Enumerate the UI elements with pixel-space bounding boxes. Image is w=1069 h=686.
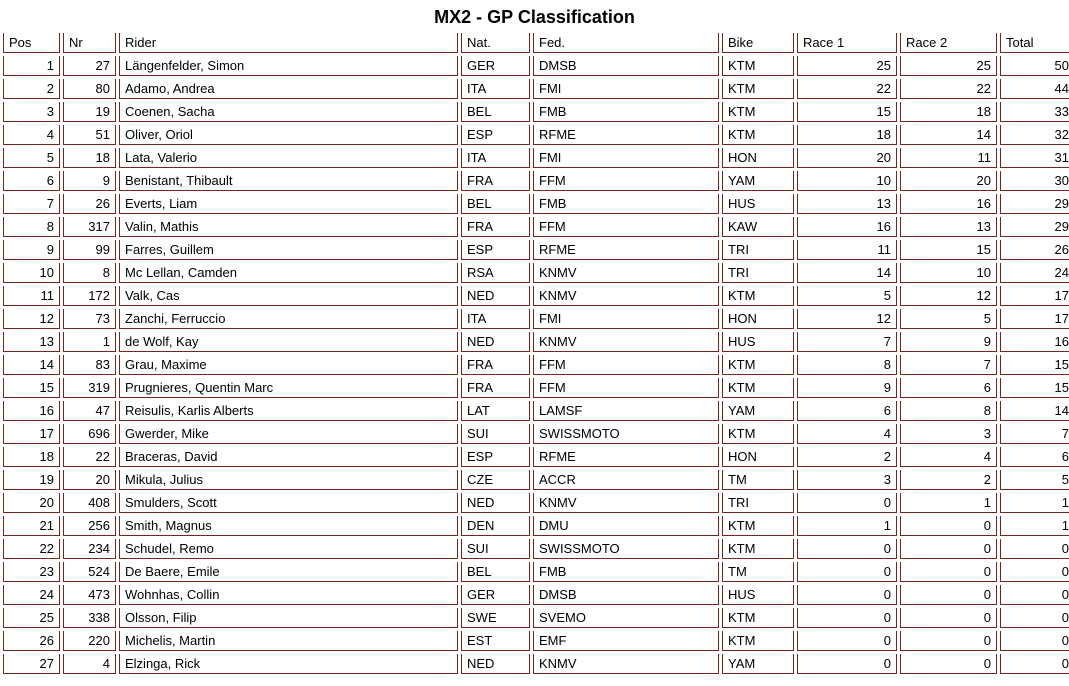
cell-bike: TRI	[722, 240, 794, 260]
cell-total: 0	[1000, 608, 1069, 628]
classification-table	[0, 30, 1069, 677]
cell-fed: RFME	[533, 240, 719, 260]
cell-nr: 1	[63, 332, 116, 352]
cell-bike: TM	[722, 562, 794, 582]
cell-race2: 2	[900, 470, 997, 490]
table-row	[3, 240, 1069, 260]
cell-race2: 7	[900, 355, 997, 375]
column-header-total: Total	[1000, 33, 1069, 53]
cell-rider: Oliver, Oriol	[119, 125, 458, 145]
cell-total: 0	[1000, 631, 1069, 651]
cell-rider: Smulders, Scott	[119, 493, 458, 513]
cell-bike: KTM	[722, 516, 794, 536]
cell-nat: GER	[461, 585, 530, 605]
cell-fed: FFM	[533, 171, 719, 191]
cell-bike: HON	[722, 309, 794, 329]
column-header-nr: Nr	[63, 33, 116, 53]
cell-race1: 0	[797, 562, 897, 582]
cell-total: 33	[1000, 102, 1069, 122]
cell-rider: Michelis, Martin	[119, 631, 458, 651]
cell-race2: 0	[900, 539, 997, 559]
cell-bike: HON	[722, 447, 794, 467]
cell-total: 26	[1000, 240, 1069, 260]
cell-fed: SWISSMOTO	[533, 424, 719, 444]
cell-fed: KNMV	[533, 332, 719, 352]
cell-nat: GER	[461, 56, 530, 76]
cell-rider: Mc Lellan, Camden	[119, 263, 458, 283]
cell-total: 29	[1000, 217, 1069, 237]
cell-nat: ITA	[461, 148, 530, 168]
cell-race2: 0	[900, 654, 997, 674]
cell-fed: FFM	[533, 378, 719, 398]
cell-nr: 319	[63, 378, 116, 398]
table-row	[3, 194, 1069, 214]
cell-nr: 83	[63, 355, 116, 375]
cell-fed: SWISSMOTO	[533, 539, 719, 559]
cell-rider: Braceras, David	[119, 447, 458, 467]
cell-pos: 2	[3, 79, 60, 99]
cell-race1: 13	[797, 194, 897, 214]
cell-total: 24	[1000, 263, 1069, 283]
cell-nat: LAT	[461, 401, 530, 421]
cell-total: 0	[1000, 539, 1069, 559]
cell-nat: ESP	[461, 240, 530, 260]
table-row	[3, 355, 1069, 375]
cell-bike: YAM	[722, 171, 794, 191]
cell-nr: 19	[63, 102, 116, 122]
cell-bike: TM	[722, 470, 794, 490]
cell-rider: Coenen, Sacha	[119, 102, 458, 122]
cell-pos: 16	[3, 401, 60, 421]
cell-nr: 338	[63, 608, 116, 628]
cell-nat: ESP	[461, 447, 530, 467]
cell-nat: ITA	[461, 309, 530, 329]
cell-nat: FRA	[461, 217, 530, 237]
cell-total: 31	[1000, 148, 1069, 168]
cell-pos: 10	[3, 263, 60, 283]
cell-race2: 20	[900, 171, 997, 191]
cell-bike: KTM	[722, 286, 794, 306]
table-row	[3, 654, 1069, 674]
cell-pos: 13	[3, 332, 60, 352]
cell-nat: DEN	[461, 516, 530, 536]
cell-total: 50	[1000, 56, 1069, 76]
cell-nat: NED	[461, 332, 530, 352]
cell-race1: 6	[797, 401, 897, 421]
cell-bike: KAW	[722, 217, 794, 237]
cell-nat: NED	[461, 286, 530, 306]
cell-bike: KTM	[722, 102, 794, 122]
column-header-bike: Bike	[722, 33, 794, 53]
cell-bike: KTM	[722, 56, 794, 76]
cell-race1: 22	[797, 79, 897, 99]
cell-bike: KTM	[722, 539, 794, 559]
cell-fed: RFME	[533, 447, 719, 467]
cell-pos: 8	[3, 217, 60, 237]
cell-pos: 17	[3, 424, 60, 444]
cell-pos: 19	[3, 470, 60, 490]
cell-total: 1	[1000, 516, 1069, 536]
table-row	[3, 125, 1069, 145]
cell-nr: 22	[63, 447, 116, 467]
cell-race2: 22	[900, 79, 997, 99]
cell-rider: Prugnieres, Quentin Marc	[119, 378, 458, 398]
cell-race2: 1	[900, 493, 997, 513]
column-header-pos: Pos	[3, 33, 60, 53]
table-row	[3, 171, 1069, 191]
table-row	[3, 378, 1069, 398]
cell-race2: 0	[900, 585, 997, 605]
table-row	[3, 286, 1069, 306]
table-row	[3, 332, 1069, 352]
cell-race2: 3	[900, 424, 997, 444]
cell-nr: 524	[63, 562, 116, 582]
cell-race1: 0	[797, 585, 897, 605]
cell-race1: 12	[797, 309, 897, 329]
cell-pos: 23	[3, 562, 60, 582]
cell-nat: SWE	[461, 608, 530, 628]
cell-fed: ACCR	[533, 470, 719, 490]
cell-fed: KNMV	[533, 654, 719, 674]
cell-nat: FRA	[461, 355, 530, 375]
cell-race2: 14	[900, 125, 997, 145]
cell-total: 0	[1000, 562, 1069, 582]
cell-race1: 10	[797, 171, 897, 191]
cell-race2: 25	[900, 56, 997, 76]
cell-race1: 16	[797, 217, 897, 237]
table-row	[3, 79, 1069, 99]
cell-race2: 9	[900, 332, 997, 352]
table-row	[3, 516, 1069, 536]
table-row	[3, 585, 1069, 605]
cell-bike: HUS	[722, 332, 794, 352]
cell-bike: YAM	[722, 654, 794, 674]
cell-pos: 1	[3, 56, 60, 76]
cell-total: 5	[1000, 470, 1069, 490]
cell-nr: 99	[63, 240, 116, 260]
cell-total: 44	[1000, 79, 1069, 99]
cell-nr: 47	[63, 401, 116, 421]
cell-pos: 3	[3, 102, 60, 122]
cell-rider: Valin, Mathis	[119, 217, 458, 237]
column-header-fed: Fed.	[533, 33, 719, 53]
table-row	[3, 309, 1069, 329]
cell-nr: 473	[63, 585, 116, 605]
column-header-nat: Nat.	[461, 33, 530, 53]
cell-bike: KTM	[722, 355, 794, 375]
cell-fed: KNMV	[533, 493, 719, 513]
table-row	[3, 539, 1069, 559]
cell-pos: 7	[3, 194, 60, 214]
cell-bike: KTM	[722, 79, 794, 99]
cell-pos: 21	[3, 516, 60, 536]
cell-fed: FMB	[533, 562, 719, 582]
table-row	[3, 608, 1069, 628]
cell-fed: DMSB	[533, 56, 719, 76]
cell-nat: BEL	[461, 194, 530, 214]
table-row	[3, 217, 1069, 237]
cell-nr: 73	[63, 309, 116, 329]
cell-race1: 20	[797, 148, 897, 168]
cell-total: 17	[1000, 309, 1069, 329]
cell-pos: 24	[3, 585, 60, 605]
cell-total: 1	[1000, 493, 1069, 513]
cell-bike: HUS	[722, 585, 794, 605]
cell-race1: 5	[797, 286, 897, 306]
cell-bike: YAM	[722, 401, 794, 421]
cell-nr: 51	[63, 125, 116, 145]
cell-race1: 3	[797, 470, 897, 490]
cell-race1: 0	[797, 608, 897, 628]
cell-nr: 172	[63, 286, 116, 306]
cell-race1: 9	[797, 378, 897, 398]
cell-nr: 317	[63, 217, 116, 237]
cell-pos: 12	[3, 309, 60, 329]
cell-nr: 408	[63, 493, 116, 513]
cell-rider: Smith, Magnus	[119, 516, 458, 536]
cell-race2: 6	[900, 378, 997, 398]
cell-rider: Grau, Maxime	[119, 355, 458, 375]
cell-total: 15	[1000, 378, 1069, 398]
cell-bike: KTM	[722, 378, 794, 398]
cell-race1: 0	[797, 654, 897, 674]
cell-race2: 0	[900, 516, 997, 536]
cell-race2: 13	[900, 217, 997, 237]
table-row	[3, 424, 1069, 444]
cell-bike: KTM	[722, 125, 794, 145]
cell-fed: KNMV	[533, 263, 719, 283]
table-row	[3, 447, 1069, 467]
cell-race1: 4	[797, 424, 897, 444]
cell-nr: 9	[63, 171, 116, 191]
cell-nat: NED	[461, 654, 530, 674]
cell-pos: 5	[3, 148, 60, 168]
cell-pos: 15	[3, 378, 60, 398]
cell-race2: 0	[900, 562, 997, 582]
table-row	[3, 493, 1069, 513]
cell-total: 16	[1000, 332, 1069, 352]
cell-rider: Schudel, Remo	[119, 539, 458, 559]
cell-rider: Valk, Cas	[119, 286, 458, 306]
cell-rider: Mikula, Julius	[119, 470, 458, 490]
cell-total: 30	[1000, 171, 1069, 191]
cell-total: 15	[1000, 355, 1069, 375]
cell-total: 29	[1000, 194, 1069, 214]
cell-rider: Elzinga, Rick	[119, 654, 458, 674]
cell-nat: ITA	[461, 79, 530, 99]
cell-nr: 20	[63, 470, 116, 490]
cell-total: 14	[1000, 401, 1069, 421]
cell-pos: 20	[3, 493, 60, 513]
cell-bike: HON	[722, 148, 794, 168]
cell-bike: TRI	[722, 263, 794, 283]
cell-nr: 27	[63, 56, 116, 76]
cell-fed: DMU	[533, 516, 719, 536]
header-row	[3, 33, 1069, 53]
cell-race2: 0	[900, 608, 997, 628]
cell-nat: SUI	[461, 539, 530, 559]
cell-pos: 11	[3, 286, 60, 306]
cell-fed: FMI	[533, 309, 719, 329]
cell-pos: 18	[3, 447, 60, 467]
cell-bike: KTM	[722, 631, 794, 651]
cell-pos: 26	[3, 631, 60, 651]
cell-rider: Adamo, Andrea	[119, 79, 458, 99]
cell-rider: Längenfelder, Simon	[119, 56, 458, 76]
cell-fed: FFM	[533, 355, 719, 375]
cell-race2: 8	[900, 401, 997, 421]
cell-race1: 0	[797, 539, 897, 559]
cell-fed: FMI	[533, 148, 719, 168]
cell-race2: 11	[900, 148, 997, 168]
cell-pos: 6	[3, 171, 60, 191]
cell-race1: 11	[797, 240, 897, 260]
cell-race2: 0	[900, 631, 997, 651]
cell-pos: 25	[3, 608, 60, 628]
cell-fed: SVEMO	[533, 608, 719, 628]
table-row	[3, 470, 1069, 490]
cell-pos: 14	[3, 355, 60, 375]
cell-fed: LAMSF	[533, 401, 719, 421]
cell-bike: KTM	[722, 424, 794, 444]
table-row	[3, 562, 1069, 582]
cell-nr: 696	[63, 424, 116, 444]
cell-fed: FMB	[533, 102, 719, 122]
cell-rider: Farres, Guillem	[119, 240, 458, 260]
cell-race1: 7	[797, 332, 897, 352]
cell-nat: EST	[461, 631, 530, 651]
cell-race2: 4	[900, 447, 997, 467]
cell-bike: TRI	[722, 493, 794, 513]
cell-rider: Wohnhas, Collin	[119, 585, 458, 605]
cell-race1: 18	[797, 125, 897, 145]
cell-nr: 220	[63, 631, 116, 651]
cell-rider: Reisulis, Karlis Alberts	[119, 401, 458, 421]
page-title: MX2 - GP Classification	[434, 7, 635, 27]
cell-nat: SUI	[461, 424, 530, 444]
cell-race2: 10	[900, 263, 997, 283]
cell-race1: 8	[797, 355, 897, 375]
cell-nr: 80	[63, 79, 116, 99]
cell-race1: 14	[797, 263, 897, 283]
cell-bike: HUS	[722, 194, 794, 214]
cell-fed: DMSB	[533, 585, 719, 605]
cell-fed: FMB	[533, 194, 719, 214]
table-row	[3, 401, 1069, 421]
cell-race1: 15	[797, 102, 897, 122]
cell-race2: 12	[900, 286, 997, 306]
cell-rider: Everts, Liam	[119, 194, 458, 214]
cell-total: 17	[1000, 286, 1069, 306]
cell-nat: ESP	[461, 125, 530, 145]
cell-race1: 0	[797, 631, 897, 651]
table-row	[3, 148, 1069, 168]
cell-total: 32	[1000, 125, 1069, 145]
cell-nat: BEL	[461, 102, 530, 122]
cell-fed: FFM	[533, 217, 719, 237]
column-header-race2: Race 2	[900, 33, 997, 53]
cell-race2: 5	[900, 309, 997, 329]
cell-nr: 18	[63, 148, 116, 168]
cell-nat: FRA	[461, 378, 530, 398]
cell-rider: Benistant, Thibault	[119, 171, 458, 191]
cell-rider: Olsson, Filip	[119, 608, 458, 628]
cell-pos: 22	[3, 539, 60, 559]
cell-race1: 25	[797, 56, 897, 76]
cell-race2: 18	[900, 102, 997, 122]
cell-rider: De Baere, Emile	[119, 562, 458, 582]
cell-nat: FRA	[461, 171, 530, 191]
cell-race1: 0	[797, 493, 897, 513]
cell-nat: CZE	[461, 470, 530, 490]
cell-nr: 4	[63, 654, 116, 674]
cell-race2: 15	[900, 240, 997, 260]
cell-nr: 234	[63, 539, 116, 559]
cell-rider: Lata, Valerio	[119, 148, 458, 168]
cell-nr: 256	[63, 516, 116, 536]
column-header-rider: Rider	[119, 33, 458, 53]
cell-nr: 8	[63, 263, 116, 283]
cell-total: 7	[1000, 424, 1069, 444]
cell-pos: 4	[3, 125, 60, 145]
cell-total: 6	[1000, 447, 1069, 467]
table-row	[3, 56, 1069, 76]
cell-fed: EMF	[533, 631, 719, 651]
cell-race2: 16	[900, 194, 997, 214]
table-row	[3, 102, 1069, 122]
table-row	[3, 631, 1069, 651]
cell-fed: KNMV	[533, 286, 719, 306]
cell-fed: FMI	[533, 79, 719, 99]
cell-rider: Zanchi, Ferruccio	[119, 309, 458, 329]
cell-rider: Gwerder, Mike	[119, 424, 458, 444]
cell-nat: NED	[461, 493, 530, 513]
cell-pos: 27	[3, 654, 60, 674]
cell-rider: de Wolf, Kay	[119, 332, 458, 352]
table-row	[3, 263, 1069, 283]
cell-total: 0	[1000, 654, 1069, 674]
cell-fed: RFME	[533, 125, 719, 145]
cell-pos: 9	[3, 240, 60, 260]
cell-total: 0	[1000, 585, 1069, 605]
cell-race1: 2	[797, 447, 897, 467]
cell-nat: BEL	[461, 562, 530, 582]
cell-bike: KTM	[722, 608, 794, 628]
cell-nr: 26	[63, 194, 116, 214]
column-header-race1: Race 1	[797, 33, 897, 53]
cell-race1: 1	[797, 516, 897, 536]
cell-nat: RSA	[461, 263, 530, 283]
